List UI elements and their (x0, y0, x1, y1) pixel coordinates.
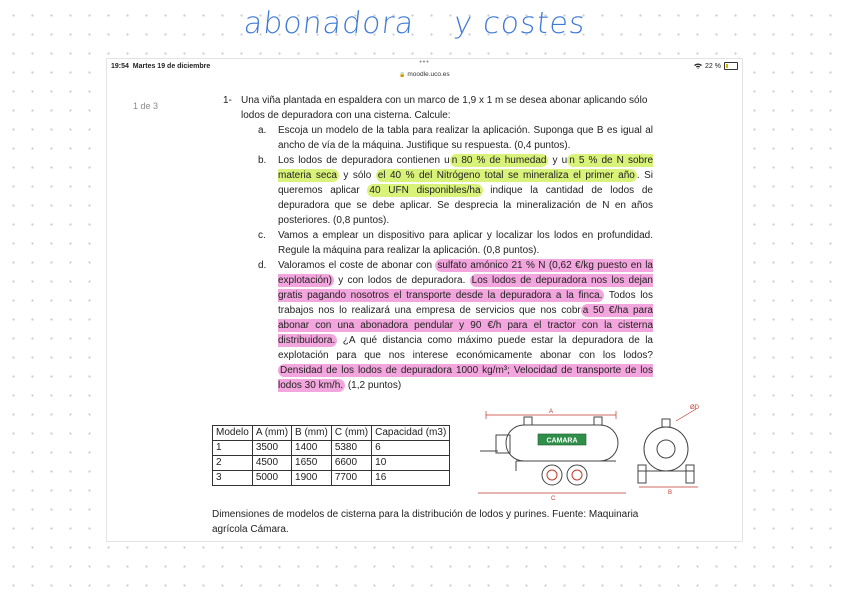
url-bar[interactable] (107, 71, 742, 78)
pdf-viewer[interactable] (113, 83, 736, 539)
url-text: moodle.uco.es (407, 71, 450, 78)
highlight-green: 40 UFN disponibles/ha (369, 185, 481, 196)
table-cell: 1 (213, 441, 253, 456)
screenshot-frame (106, 58, 743, 542)
subquestion-d: d. Valoramos el coste de abonar con sulfato amónico 21 % N (0,62 €/kg puesto en la explotación) y con lodos de depuradora. Los lodos de depuradora nos los dejan gratis pagando nosotros el transporte desde la depuradora a la finca. Todos los trabajos nos lo realizará una empresa de servicios que nos cobr a 50 €/ha para abonar con una abonadora pendular y 90 €/h para el tractor con la cisterna distribuidora. ¿A qué distancia como máximo puede estar la depuradora de la explotación para que nos interese económicamente abonar con los lodos? Densidad de los lodos de depuradora 1000 kg/m³; Velocidad de transporte de los lodos 30 km/h. (1,2 puntos) (258, 260, 653, 391)
table-header: Modelo (213, 426, 253, 441)
highlight-pink: Los lodos de depuradora nos los dejan gratis pagando nosotros el transporte desde la depuradora a la finca. (278, 275, 653, 301)
handwritten-word-costes: y costes (452, 6, 588, 41)
table-cell: 7700 (331, 471, 371, 486)
page-indicator: 1 de 3 (133, 101, 159, 111)
table-cell: 3500 (252, 441, 291, 456)
table-cell: 10 (372, 456, 450, 471)
status-time: 19:54 Martes 19 de diciembre (111, 63, 211, 70)
table-row (213, 471, 450, 486)
table-cell: 6 (372, 441, 450, 456)
handwritten-word-abonadora: abonadora (242, 6, 417, 41)
highlight-pink: sulfato amónico 21 % N (0,62 €/kg puesto en la explotación) (278, 260, 653, 286)
highlight-pink: Densidad de los lodos de depuradora 1000 kg/m³; Velocidad de transporte de los lodos 30 km/h. (278, 365, 653, 391)
tank-side-view (480, 417, 618, 485)
table-row (213, 441, 450, 456)
subquestion-a: a. Escoja un modelo de la tabla para realizar la aplicación. Suponga que B es igual al ancho de vía de la máquina. Justifique su respuesta. (0,4 puntos). (258, 125, 653, 151)
highlight-green: n 80 % de humedad (451, 155, 547, 166)
status-right (694, 62, 738, 70)
table-header-row (213, 426, 450, 441)
cistern-drawing (476, 401, 716, 501)
subquestion-c: c. Vamos a emplear un dispositivo para aplicar y localizar los lodos en profundidad. Regule la máquina para realizar la aplicación. (0,8 puntos). (258, 230, 653, 256)
highlight-green: n 5 % de N sobre materia seca (278, 155, 654, 181)
table-cell: 3 (213, 471, 253, 486)
battery-icon (724, 62, 738, 70)
brand-label: CAMARA (546, 437, 578, 445)
table-header: Capacidad (m3) (372, 426, 450, 441)
exam-question (223, 93, 653, 393)
table-cell: 2 (213, 456, 253, 471)
table-header: B (mm) (292, 426, 332, 441)
table-cell: 1400 (292, 441, 332, 456)
dimension-b-label: B (668, 490, 673, 496)
highlight-green: el 40 % del Nitrógeno total se mineraliza el primer año (377, 170, 635, 181)
table-cell: 5000 (252, 471, 291, 486)
table-cell: 4500 (252, 456, 291, 471)
table-header: C (mm) (331, 426, 371, 441)
handwritten-title (244, 6, 586, 41)
dimension-a-label: A (549, 409, 554, 415)
table-cell: 16 (372, 471, 450, 486)
multitask-dots[interactable]: ••• (419, 59, 430, 66)
dimension-d-label: ØD (690, 405, 699, 411)
wifi-icon (694, 63, 702, 69)
dimension-c-label: C (551, 496, 556, 501)
tank-rear-view (638, 419, 694, 483)
figure-caption: Dimensiones de modelos de cisterna para la distribución de lodos y purines. Fuente: Maquinaria agrícola Cámara. (212, 509, 639, 535)
table-cell: 1900 (292, 471, 332, 486)
question-number: 1- (223, 95, 232, 106)
table-header: A (mm) (252, 426, 291, 441)
cistern-models-table (212, 425, 450, 486)
lock-icon: 🔒 (399, 72, 406, 78)
table-cell: 6600 (331, 456, 371, 471)
question-intro: 1- Una viña plantada en espaldera con un marco de 1,9 x 1 m se desea abonar aplicando sólo lodos de depuradora con una cisterna. Calcule: (223, 95, 648, 121)
table-cell: 5380 (331, 441, 371, 456)
table-row (213, 456, 450, 471)
highlight-pink: a 50 €/ha para abonar con una abonadora pendular y 90 €/h para el tractor con la cisterna distribuidora. (278, 305, 653, 346)
subquestion-b: b. Los lodos de depuradora contienen u n 80 % de humedad y u n 5 % de N sobre materia seca y sólo el 40 % del Nitrógeno total se mineraliza el primer año . Si queremos aplicar 40 UFN disponibles/ha indique la cantidad de lodos de depuradora que se debe aplicar. Se desprecia la mineralización de N en años posteriores. (0,8 puntos). (258, 155, 654, 226)
table-cell: 1650 (292, 456, 332, 471)
battery-percent: 22 % (705, 62, 721, 70)
